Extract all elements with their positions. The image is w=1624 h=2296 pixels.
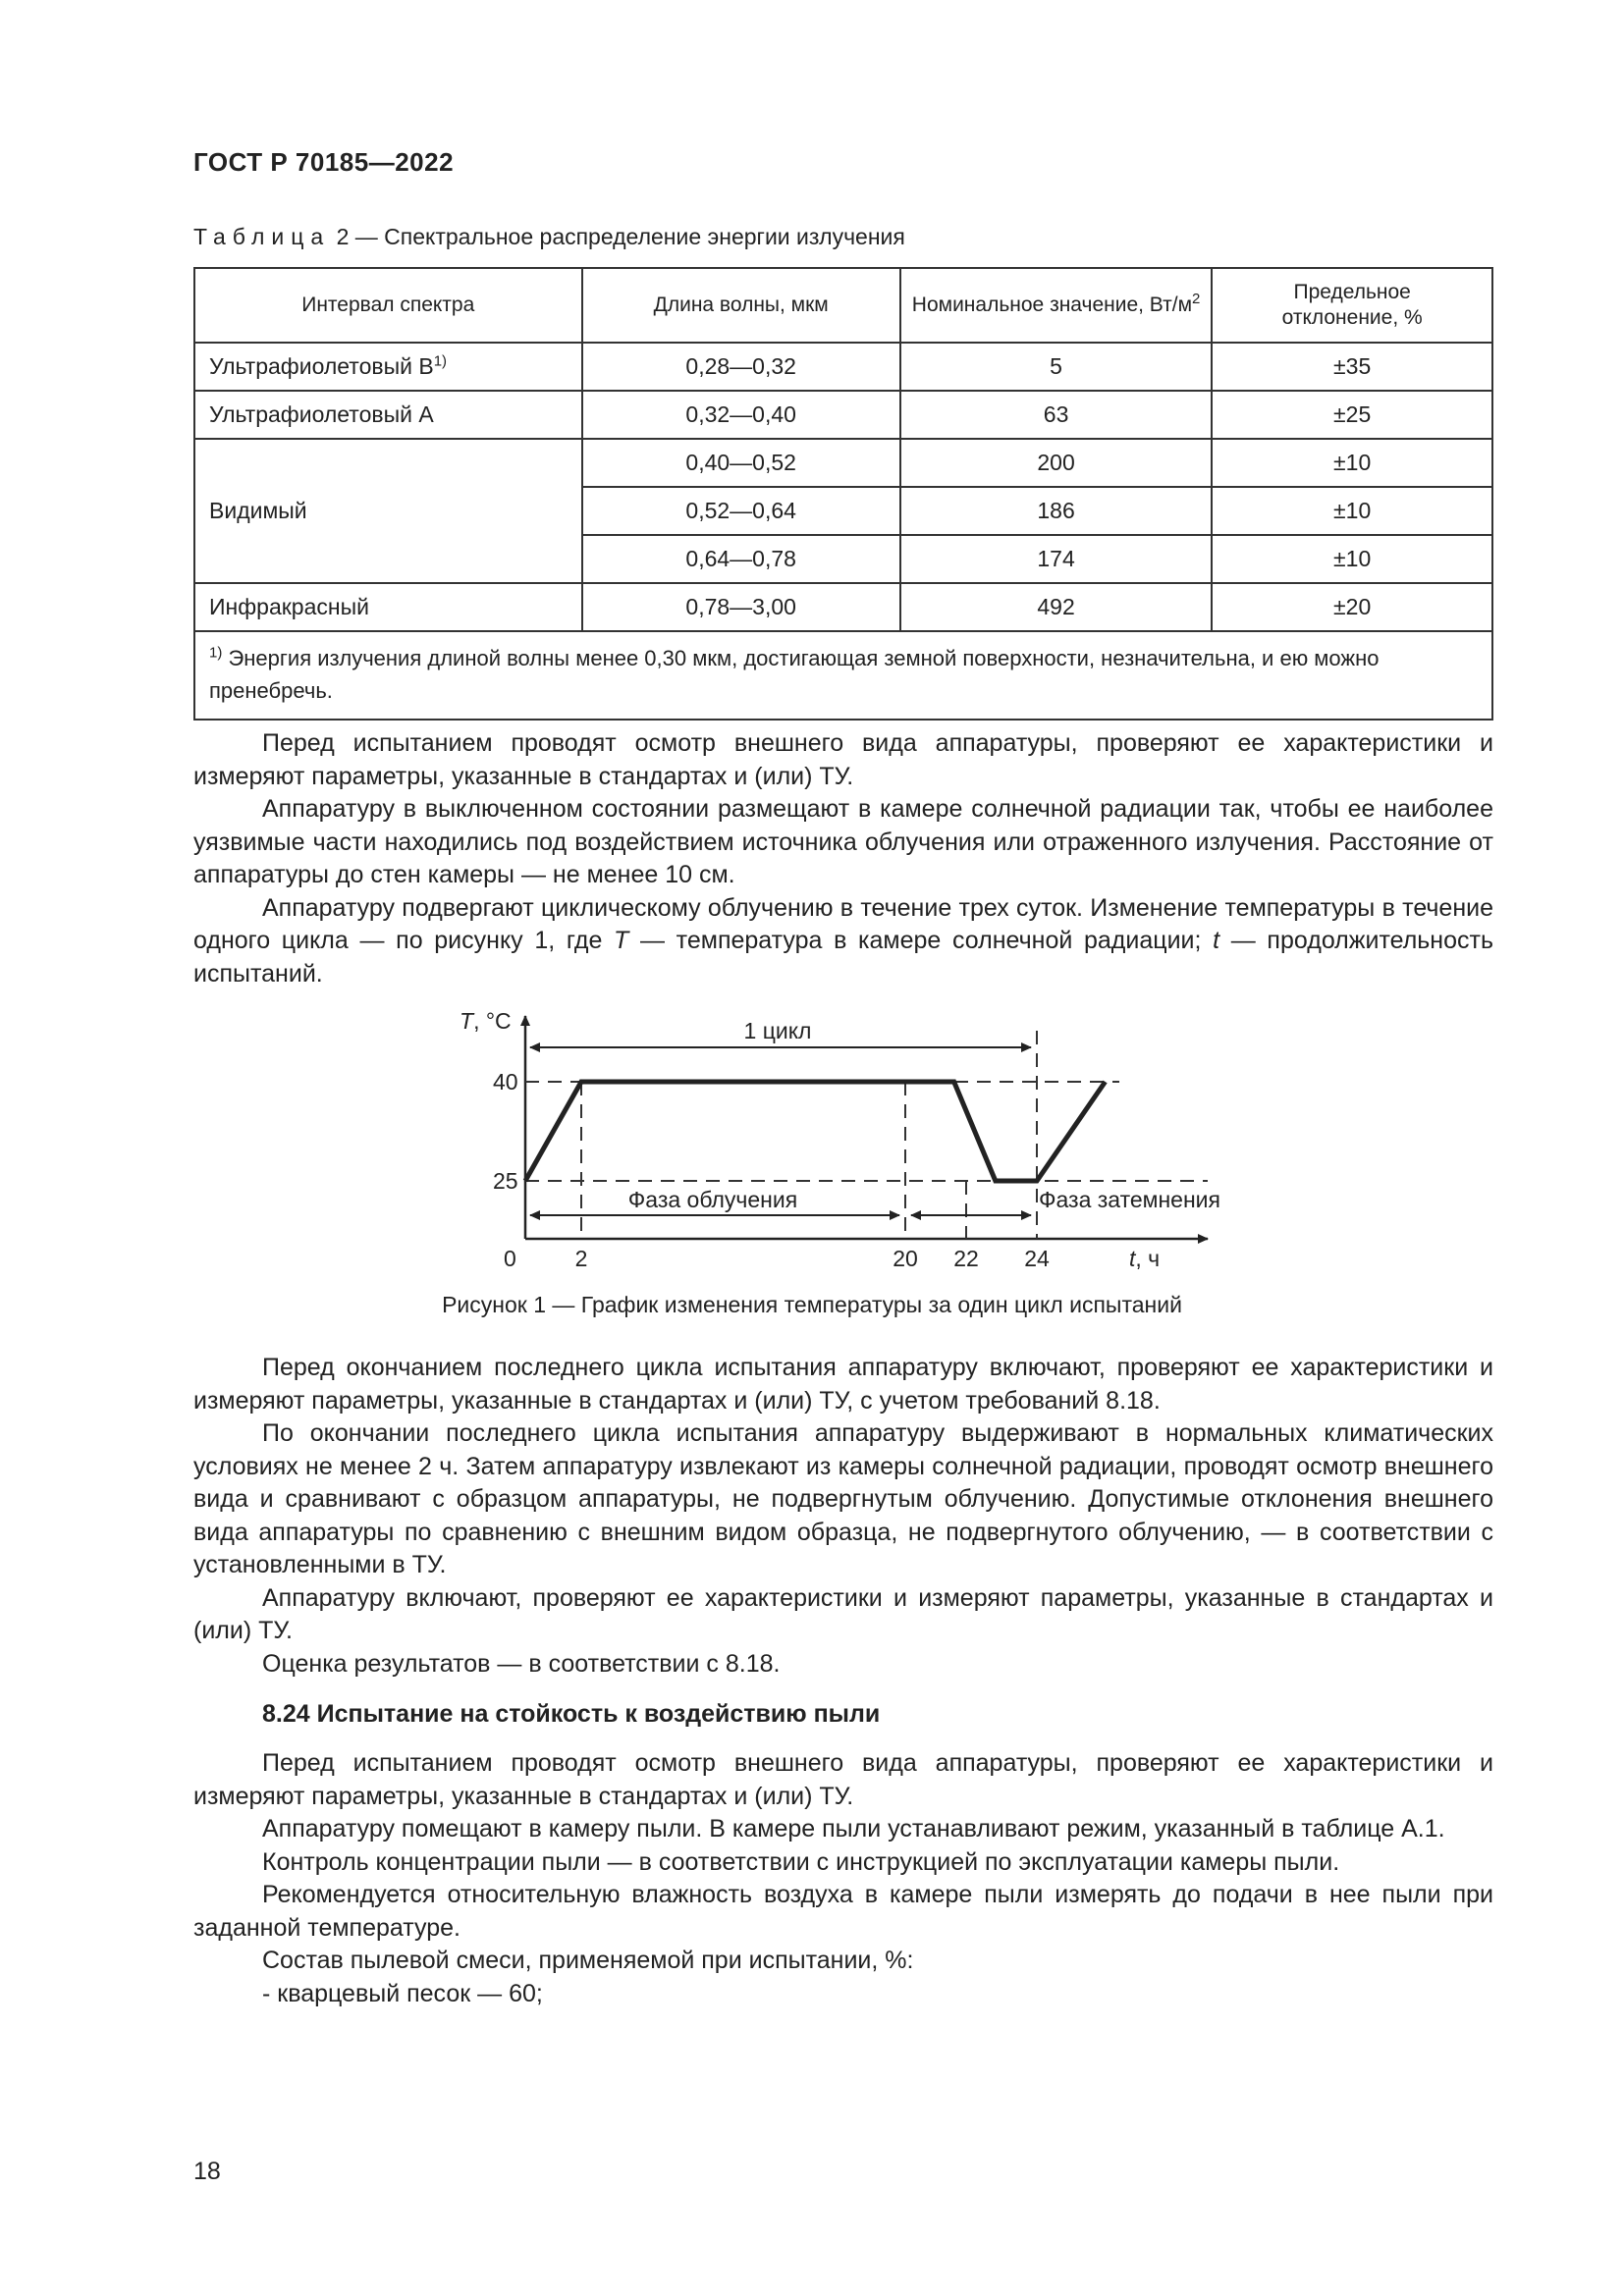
phase-darkness-label: Фаза затемнения — [1039, 1187, 1220, 1212]
cycle-label: 1 цикл — [743, 1018, 812, 1043]
phase-irradiation-label: Фаза облучения — [627, 1187, 798, 1212]
cell-deviation: ±10 — [1212, 439, 1492, 487]
cell-nominal: 63 — [900, 391, 1213, 439]
cell-nominal: 5 — [900, 343, 1213, 391]
paragraph: Аппаратуру помещают в камеру пыли. В камере пыли устанавливают режим, указанный в таблице А.1. — [262, 1815, 1445, 1842]
cell-deviation: ±20 — [1212, 583, 1492, 631]
cell-interval: Видимый — [194, 439, 582, 583]
cell-interval: Ультрафиолетовый А — [194, 391, 582, 439]
y-axis-label: T, °C — [460, 1008, 512, 1034]
cell-interval: Инфракрасный — [194, 583, 582, 631]
paragraph: Аппаратуру в выключенном состоянии размещают в камере солнечной радиации так, чтобы ее наиболее уязвимые части находились под воздействием источника облучения или отраженного излучения. Расстояние от аппаратуры до стен камеры — не менее 10 см. — [193, 795, 1493, 888]
paragraph: Оценка результатов — в соответствии с 8.18. — [262, 1649, 781, 1678]
cell-nominal: 174 — [900, 535, 1213, 583]
cell-nominal: 200 — [900, 439, 1213, 487]
x-tick-label: 24 — [1024, 1246, 1050, 1271]
cell-deviation: ±35 — [1212, 343, 1492, 391]
document-header: ГОСТ Р 70185—2022 — [193, 147, 455, 177]
paragraph: Рекомендуется относительную влажность воздуха в камере пыли измерять до подачи в нее пыли при заданной температуре. — [193, 1881, 1493, 1942]
figure-caption: Рисунок 1 — График изменения температуры за один цикл испытаний — [442, 1292, 1182, 1317]
origin-label: 0 — [504, 1246, 516, 1271]
x-tick-label: 2 — [574, 1246, 588, 1271]
cell-nominal: 186 — [900, 487, 1213, 535]
cell-deviation: ±25 — [1212, 391, 1492, 439]
cell-deviation: ±10 — [1212, 535, 1492, 583]
col-header-wavelength: Длина волны, мкм — [582, 268, 900, 343]
cell-wavelength: 0,52—0,64 — [582, 487, 900, 535]
cell-wavelength: 0,28—0,32 — [582, 343, 900, 391]
cell-nominal: 492 — [900, 583, 1213, 631]
col-header-nominal: Номинальное значение, $Вт/м^2$ — [900, 268, 1213, 343]
paragraph: По окончании последнего цикла испытания аппаратуру выдерживают в нормальных климатических условиях не менее 2 ч. Затем аппаратуру извлекают из камеры солнечной радиации, проводят осмотр внешнего вида и сравнивают с образцом аппаратуры, не подвергнутым облучению. Допустимые отклонения внешнего вида аппаратуры по сравнению с внешним видом образца, не подвергнутого облучению, — в соответствии с установленными в ТУ. — [193, 1419, 1493, 1578]
paragraph: Перед испытанием проводят осмотр внешнего вида аппаратуры, проверяют ее характеристики и измеряют параметры, указанные в стандартах и (или) ТУ. — [193, 1749, 1493, 1810]
cell-deviation: ±10 — [1212, 487, 1492, 535]
paragraph: Перед окончанием последнего цикла испытания аппаратуру включают, проверяют ее характеристики и измеряют параметры, указанные в стандартах и (или) ТУ, с учетом требований 8.18. — [193, 1354, 1493, 1415]
col-header-deviation: Предельное отклонение, % — [1212, 268, 1492, 343]
text-block-2 — [193, 1352, 1493, 1681]
table-caption-text: 2 — Спектральное распределение энергии излучения — [336, 224, 905, 249]
paragraph: Аппаратуру подвергают циклическому облучению в течение трех суток. Изменение температуры в течение одного цикла — по рисунку 1, где T — температура в камере солнечной радиации; t — продолжительность испытаний. — [193, 893, 1493, 988]
footnote-mark: 1) — [209, 644, 223, 662]
cell-wavelength: 0,64—0,78 — [582, 535, 900, 583]
temperature-line — [525, 1082, 1106, 1181]
y-tick-label: 40 — [493, 1069, 518, 1095]
table-footnote: $^{1)}$ Энергия излучения длиной волны менее 0,30 мкм, достигающая земной поверхности, незначительна, и ею можно пренебречь. — [194, 631, 1492, 720]
x-tick-label: 20 — [893, 1246, 918, 1271]
section-title: 8.24 Испытание на стойкость к воздействию пыли — [262, 1700, 881, 1728]
col-header-interval: Интервал спектра — [194, 268, 582, 343]
x-axis-label: t, ч — [1129, 1246, 1161, 1271]
cell-wavelength: 0,78—3,00 — [582, 583, 900, 631]
cell-interval: Ультрафиолетовый $В^{1)}$ — [194, 343, 582, 391]
cell-wavelength: 0,40—0,52 — [582, 439, 900, 487]
list-item: - кварцевый песок — 60; — [262, 1979, 543, 2007]
paragraph: Контроль концентрации пыли — в соответствии с инструкцией по эксплуатации камеры пыли. — [262, 1847, 1340, 1876]
text-block-3 — [193, 1747, 1493, 2010]
page-number: 18 — [193, 2158, 221, 2185]
x-tick-label: 22 — [953, 1246, 979, 1271]
paragraph: Аппаратуру включают, проверяют ее характеристики и измеряют параметры, указанные в стандартах и (или) ТУ. — [193, 1583, 1493, 1644]
cell-wavelength: 0,32—0,40 — [582, 391, 900, 439]
paragraph: Перед испытанием проводят осмотр внешнего вида аппаратуры, проверяют ее характеристики и измеряют параметры, указанные в стандартах и (или) ТУ. — [193, 729, 1493, 790]
table-caption-word: Таблица — [193, 224, 331, 249]
y-tick-label: 25 — [493, 1168, 518, 1194]
paragraph: Состав пылевой смеси, применяемой при испытании, %: — [262, 1947, 914, 1974]
